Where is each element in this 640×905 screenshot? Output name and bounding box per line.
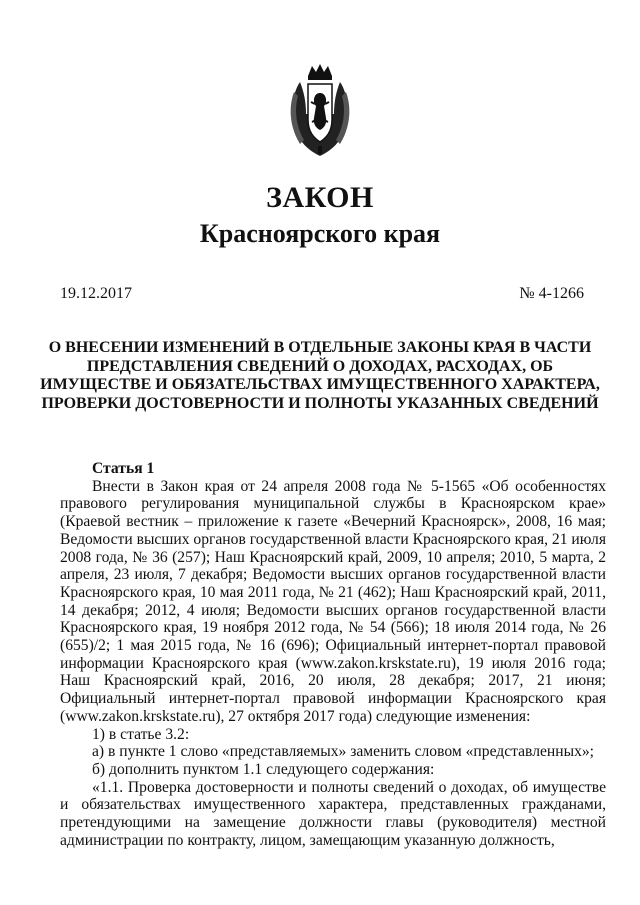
- document-title: ЗАКОН: [266, 181, 374, 214]
- item-1a: а) в пункте 1 слово «представляемых» заменить словом «представленных»;: [92, 743, 595, 761]
- article-label: Статья 1: [92, 460, 155, 477]
- document-body: [60, 460, 606, 849]
- document-subtitle: Красноярского края: [199, 219, 441, 248]
- item-1: 1) в статье 3.2:: [92, 725, 190, 743]
- document-number: № 4-1266: [519, 285, 584, 302]
- article-intro: Внести в Закон края от 24 апреля 2008 года № 5-1565 «Об особенностях правового регулирования муниципальной службы в Красноярском крае» (Краевой вестник – приложение к газете «Вечерний Красноярск», 2008, 16 мая; Ведомости высших органов государственной власти Красноярского края, 21 июля 2008 года, № 36 (257); Наш Красноярский край, 2009, 10 апреля; 2010, 5 марта, 2 апреля, 23 июля, 7 декабря; Ведомости высших органов государственной власти Красноярского края, 10 мая 2011 года, № 21 (462); Наш Красноярский край, 2011, 14 декабря; 2012, 4 июля; Ведомости высших органов государственной власти Красноярского края, 19 ноября 2012 года, № 54 (566); 18 июля 2014 года, № 26 (655)/2; 1 мая 2015 года, № 16 (696); Официальный интернет-портал правовой информации Красноярского края (www.zakon.krskstate.ru), 19 июля 2016 года; Наш Красноярский край, 2016, 20 июля, 28 декабря; 2017, 21 июня; Официальный интернет-портал правовой информации Красноярского края (www.zakon.krskstate.ru), 27 октября 2017 года) следующие изменения:: [60, 477, 606, 725]
- item-1b: б) дополнить пунктом 1.1 следующего содержания:: [92, 760, 435, 778]
- coat-of-arms-emblem: [286, 62, 354, 158]
- item-quote: «1.1. Проверка достоверности и полноты сведений о доходах, об имуществе и обязательствах имущественного характера, представленных гражданами, претендующими на замещение должности главы (руководителя) местной администрации по контракту, лицом, замещающим указанную должность,: [60, 778, 606, 849]
- law-heading: О ВНЕСЕНИИ ИЗМЕНЕНИЙ В ОТДЕЛЬНЫЕ ЗАКОНЫ КРАЯ В ЧАСТИ ПРЕДСТАВЛЕНИЯ СВЕДЕНИЙ О ДОХОДАХ, РАСХОДАХ, ОБ ИМУЩЕСТВЕ И ОБЯЗАТЕЛЬСТВАХ ИМУЩЕСТВЕННОГО ХАРАКТЕРА, ПРОВЕРКИ ДОСТОВЕРНОСТИ И ПОЛНОТЫ УКАЗАННЫХ СВЕДЕНИЙ: [40, 339, 600, 412]
- document-date: 19.12.2017: [60, 285, 132, 302]
